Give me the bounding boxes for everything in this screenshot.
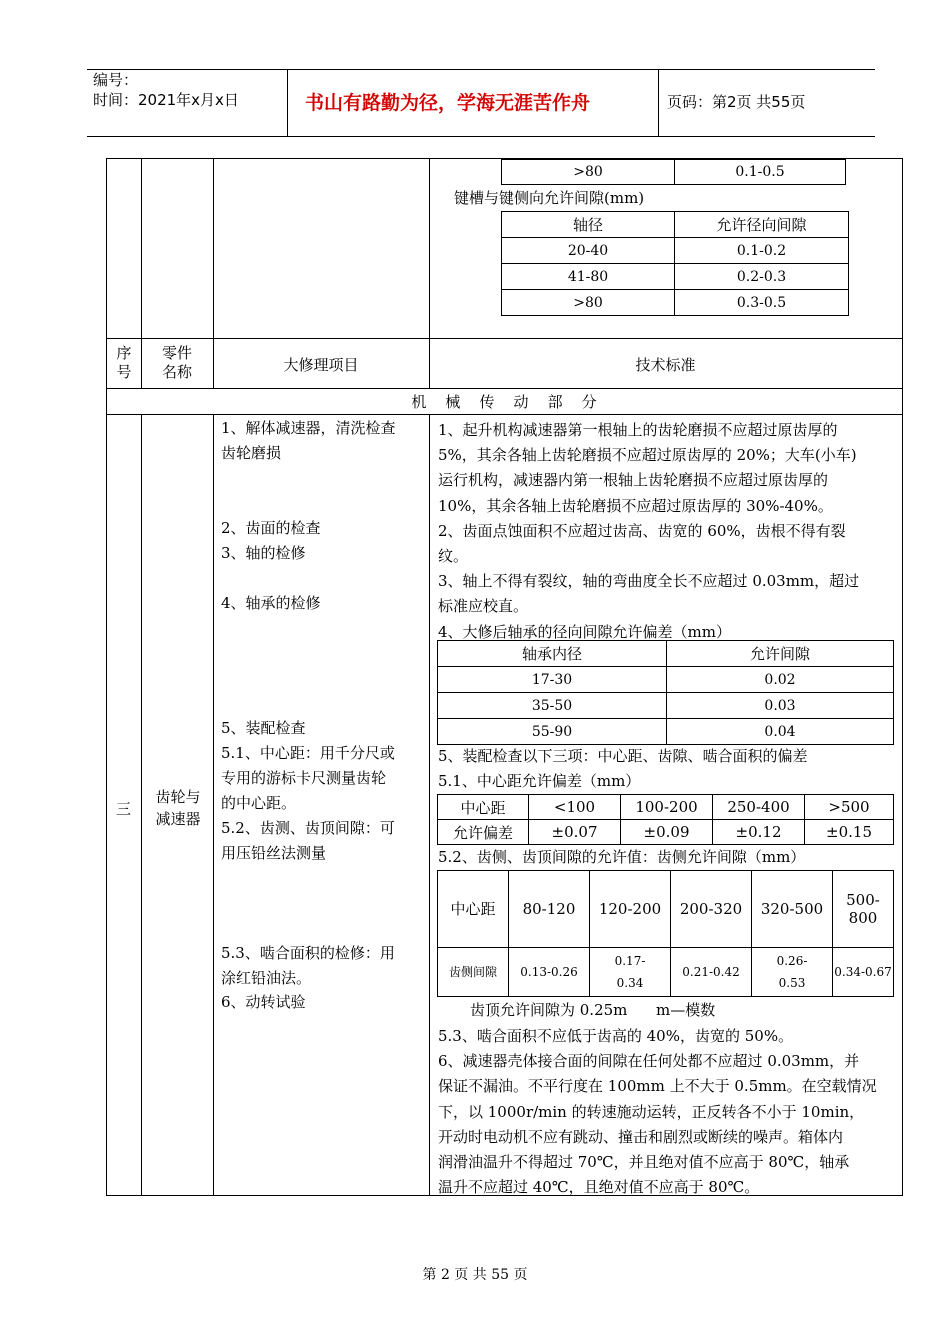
item-line: 用压铅丝法测量 — [221, 844, 327, 862]
item-line: 的中心距。 — [221, 794, 297, 812]
table-cell: 0.26-0.53 — [752, 948, 833, 997]
item-line: 1、解体减速器，清洗检查 — [221, 419, 396, 437]
table-cell: 500-800 — [833, 871, 894, 948]
row-line — [106, 388, 903, 389]
table-cell: >80 — [502, 290, 675, 316]
table-cell: 0.1-0.2 — [675, 238, 849, 264]
standard-line: 纹。 — [438, 547, 469, 566]
col-line — [141, 158, 142, 388]
table-cell: 0.34-0.67 — [833, 948, 894, 997]
table-header: 轴径 — [502, 212, 675, 238]
table-cell: 41-80 — [502, 264, 675, 290]
row-part-name: 齿轮与减速器 — [155, 788, 201, 828]
table-header: 中心距 — [438, 871, 509, 948]
item-line: 6、动转试验 — [221, 993, 306, 1011]
standard-line: 温升不应超过 40℃，且绝对值不应高于 80℃。 — [438, 1178, 760, 1197]
col-line — [213, 158, 214, 388]
header-bottom-rule — [87, 136, 875, 137]
col-header-part: 零件名称 — [161, 344, 192, 381]
table-cell: ±0.09 — [621, 820, 713, 845]
table-cell: 0.2-0.3 — [675, 264, 849, 290]
table-cell: 0.3-0.5 — [675, 290, 849, 316]
table-cell: 0.03 — [667, 693, 894, 719]
standard-line: 下，以 1000r/min 的转速施动运转，正反转各不小于 10min， — [438, 1102, 865, 1121]
standard-line: 4、大修后轴承的径向间隙允许偏差（mm） — [438, 622, 731, 641]
standard-line: 2、齿面点蚀面积不应超过齿高、齿宽的 60%，齿根不得有裂 — [438, 521, 846, 540]
standard-line: 运行机构，减速器内第一根轴上齿轮磨损不应超过原齿厚的 — [438, 471, 829, 490]
item-line: 5.1、中心距：用千分尺或 — [221, 744, 395, 762]
standard-line: 3、轴上不得有裂纹，轴的弯曲度全长不应超过 0.03mm，超过 — [438, 572, 860, 591]
page-label: 页码：第2页 共55页 — [667, 93, 806, 111]
standard-line: 标准应校直。 — [438, 597, 529, 616]
standard-line: 10%，其余各轴上齿轮磨损不应超过原齿厚的 30%-40%。 — [438, 496, 833, 515]
item-line: 5、装配检查 — [221, 719, 306, 737]
col-header-seq: 序号 — [116, 344, 132, 381]
doc-time-label: 时间：2021年x月x日 — [93, 91, 239, 109]
gap-title: 5.2、齿侧、齿顶间隙的允许值：齿侧允许间隙（mm） — [438, 848, 806, 866]
table-cell: 80-120 — [509, 871, 590, 948]
table-cell: 0.04 — [667, 719, 894, 745]
section-title: 机 械 传 动 部 分 — [411, 393, 597, 411]
item-line: 3、轴的检修 — [221, 544, 306, 562]
standard-line: 润滑油温升不得超过 70℃，并且绝对值不应高于 80℃，轴承 — [438, 1153, 850, 1172]
row-seq: 三 — [115, 800, 131, 818]
table-cell: 0.21-0.42 — [671, 948, 752, 997]
standard-paragraph-1 — [438, 418, 859, 645]
header-top-rule — [87, 69, 875, 70]
row-line — [106, 338, 903, 339]
keyway-title: 键槽与键侧向允许间隙(mm) — [454, 189, 645, 207]
standard-line: 5.3、啮合面积不应低于齿高的 40%，齿宽的 50%。 — [438, 1027, 794, 1045]
table-header: 轴承内径 — [438, 641, 667, 667]
motto: 书山有路勤为径，学海无涯苦作舟 — [305, 92, 591, 114]
standard-paragraph-2 — [438, 1024, 877, 1200]
table-cell: ±0.15 — [805, 820, 894, 845]
gap-table — [437, 870, 894, 997]
item-line: 2、齿面的检查 — [221, 519, 321, 537]
table-border — [106, 158, 107, 1196]
table-cell: 200-320 — [671, 871, 752, 948]
table-cell: 0.02 — [667, 667, 894, 693]
row-line — [106, 414, 903, 415]
item-line: 涂红铅油法。 — [221, 969, 312, 987]
table-cell: >80 — [502, 160, 675, 185]
col-line — [429, 158, 430, 388]
table-header: 允许间隙 — [667, 641, 894, 667]
table-cell: 0.1-0.5 — [675, 160, 846, 185]
table-cell: 250-400 — [713, 795, 805, 820]
table-cell: 20-40 — [502, 238, 675, 264]
page-footer: 第 2 页 共 55 页 — [422, 1267, 528, 1283]
center-title: 5.1、中心距允许偏差（mm） — [438, 772, 641, 790]
table-cell: 320-500 — [752, 871, 833, 948]
assembly-line: 5、装配检查以下三项：中心距、齿隙、啮合面积的偏差 — [438, 747, 808, 765]
table-header: 允许偏差 — [438, 820, 529, 845]
table-cell: >500 — [805, 795, 894, 820]
table-cell: 100-200 — [621, 795, 713, 820]
table-cell: 55-90 — [438, 719, 667, 745]
table-cell: <100 — [529, 795, 621, 820]
bearing-table — [437, 640, 894, 745]
table-cell: 0.17-0.34 — [590, 948, 671, 997]
standard-line: 开动时电动机不应有跳动、撞击和剧烈或断续的噪声。箱体内 — [438, 1127, 844, 1146]
standard-line: 1、起升机构减速器第一根轴上的齿轮磨损不应超过原齿厚的 — [438, 421, 838, 439]
tip-gap-line: 齿顶允许间隙为 0.25m m—模数 — [470, 1001, 716, 1019]
item-line: 专用的游标卡尺测量齿轮 — [221, 769, 387, 787]
table-cell: 120-200 — [590, 871, 671, 948]
col-line — [213, 414, 214, 1196]
standard-line: 5%，其余各轴上齿轮磨损不应超过原齿厚的 20%；大车(小车) — [438, 446, 857, 465]
col-line — [141, 414, 142, 1196]
table-border — [902, 158, 903, 1196]
col-header-items: 大修理项目 — [283, 356, 359, 374]
col-header-standard: 技术标准 — [635, 356, 696, 374]
item-line: 4、轴承的检修 — [221, 594, 321, 612]
gt80-table — [501, 159, 846, 185]
header-divider — [658, 69, 659, 136]
standard-line: 保证不漏油。不平行度在 100mm 上不大于 0.5mm。在空载情况 — [438, 1077, 877, 1096]
item-line: 5.2、齿测、齿顶间隙：可 — [221, 819, 395, 837]
header-divider — [287, 69, 288, 136]
keyway-table — [501, 211, 849, 316]
table-cell: ±0.07 — [529, 820, 621, 845]
table-header: 允许径向间隙 — [675, 212, 849, 238]
table-cell: 0.13-0.26 — [509, 948, 590, 997]
table-header: 齿侧间隙 — [438, 948, 509, 997]
item-line: 齿轮磨损 — [221, 444, 282, 462]
table-cell: ±0.12 — [713, 820, 805, 845]
center-distance-table — [437, 794, 894, 845]
table-header: 中心距 — [438, 795, 529, 820]
doc-number-label: 编号： — [93, 71, 139, 89]
standard-line: 6、减速器壳体接合面的间隙在任何处都不应超过 0.03mm，并 — [438, 1052, 860, 1071]
table-cell: 17-30 — [438, 667, 667, 693]
col-line — [429, 414, 430, 1196]
table-cell: 35-50 — [438, 693, 667, 719]
item-line: 5.3、啮合面积的检修：用 — [221, 944, 395, 962]
